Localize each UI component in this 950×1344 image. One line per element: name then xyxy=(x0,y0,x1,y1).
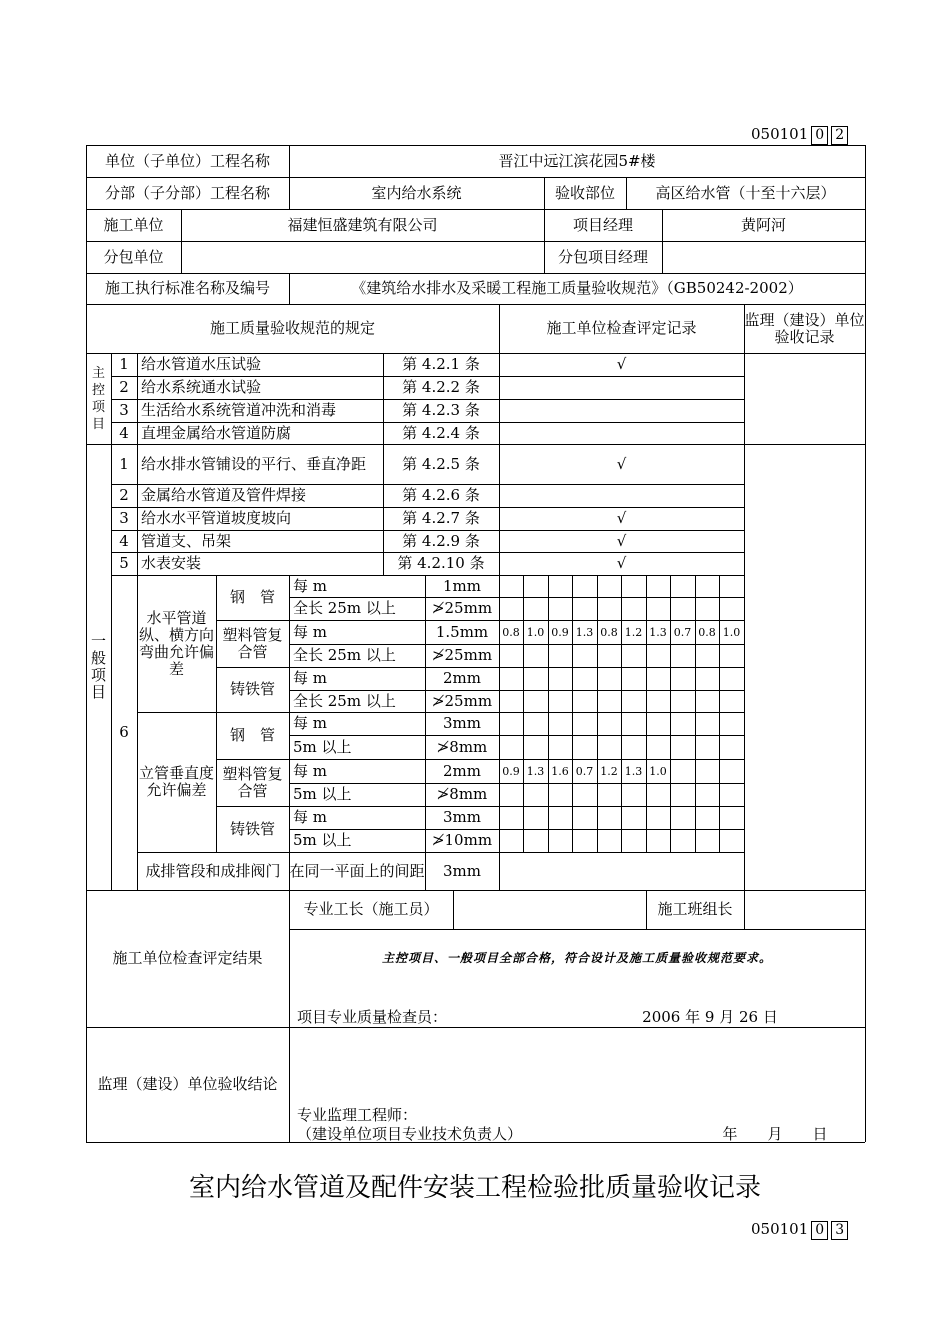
deviation-limit: 3mm xyxy=(443,808,481,826)
general-item-mark: √ xyxy=(616,454,627,473)
pm-value: 黄阿河 xyxy=(740,215,786,234)
inspection-label: 施工单位检查评定结果 xyxy=(112,949,263,967)
deviation-limit: ≯25mm xyxy=(431,691,493,710)
code-box: 0 xyxy=(811,1221,828,1240)
general-item-mark xyxy=(499,484,744,507)
pm-label: 项目经理 xyxy=(572,215,633,234)
deviation-condition: 全长 25m 以上 xyxy=(293,646,396,664)
general-item-clause: 第 4.2.6 条 xyxy=(402,486,480,504)
team-leader-label: 施工班组长 xyxy=(657,900,733,918)
deviation-condition: 5m 以上 xyxy=(293,785,352,803)
general-item-mark: √ xyxy=(616,531,627,550)
general-item-no: 5 xyxy=(119,554,129,572)
deviation-limit: 2mm xyxy=(443,761,481,780)
deviation-condition: 全长 25m 以上 xyxy=(293,599,396,617)
measured-value: 1.2 xyxy=(600,764,618,778)
acceptance-part-label: 验收部位 xyxy=(554,183,615,202)
deviation-condition: 5m 以上 xyxy=(293,831,352,849)
vertical-deviation-label: 立管垂直度允许偏差 xyxy=(138,764,214,799)
main-item-clause: 第 4.2.3 条 xyxy=(402,401,480,419)
main-item-no: 2 xyxy=(119,378,129,396)
measured-value: 1.0 xyxy=(649,764,667,778)
inspection-conclusion: 主控项目、一般项目全部合格，符合设计及施工质量验收规范要求。 xyxy=(381,950,772,965)
measured-value: 1.3 xyxy=(526,764,545,778)
form-code-top: 050101 0 2 xyxy=(751,124,848,145)
deviation-condition: 每 m xyxy=(293,576,327,595)
general-item-clause: 第 4.2.5 条 xyxy=(402,454,480,473)
measured-value: 1.0 xyxy=(722,625,741,639)
main-item-name: 给水系统通水试验 xyxy=(141,378,262,396)
main-item-mark: √ xyxy=(616,355,627,373)
main-item-no: 4 xyxy=(119,423,129,442)
general-item-no: 4 xyxy=(119,531,129,550)
deviation-condition: 每 m xyxy=(293,761,327,780)
unit-project-label: 单位（子单位）工程名称 xyxy=(104,151,270,170)
main-item-clause: 第 4.2.2 条 xyxy=(402,378,480,396)
horizontal-deviation-label: 水平管道纵、横方向弯曲允许偏差 xyxy=(138,608,214,678)
general-item-clause: 第 4.2.7 条 xyxy=(402,509,480,527)
deviation-condition: 每 m xyxy=(293,714,327,732)
standard-label: 施工执行标准名称及编号 xyxy=(104,279,270,297)
row-pipe-limit: 3mm xyxy=(443,861,481,880)
cast-iron-pipe-label: 铸铁管 xyxy=(229,819,275,838)
form-code-bottom: 050101 0 3 xyxy=(751,1219,848,1240)
deviation-condition: 每 m xyxy=(293,669,327,687)
supervision-engineer-label: 专业监理工程师： xyxy=(297,1105,418,1124)
measured-value: 0.9 xyxy=(551,625,569,639)
main-item-no: 3 xyxy=(119,401,129,419)
main-item-mark xyxy=(499,399,744,422)
code-box: 0 xyxy=(811,126,828,145)
foreman-value xyxy=(453,890,646,929)
deviation-limit: ≯25mm xyxy=(431,599,493,617)
general-item-name: 水表安装 xyxy=(141,554,202,572)
subcontractor-value xyxy=(181,241,544,273)
deviation-limit: 3mm xyxy=(443,714,481,732)
sub-pm-value xyxy=(662,241,865,273)
steel-pipe-label: 钢 管 xyxy=(229,588,275,606)
cast-iron-pipe-label: 铸铁管 xyxy=(229,680,275,698)
row-pipe-condition: 在同一平面上的间距 xyxy=(289,861,425,880)
main-item-no: 1 xyxy=(119,355,129,373)
general-items-label: 一般项目 xyxy=(90,632,106,701)
foreman-label: 专业工长（施工员） xyxy=(303,900,439,918)
acceptance-part-value: 高区给水管（十至十六层） xyxy=(655,183,836,202)
measured-value: 1.3 xyxy=(649,625,667,639)
deviation-limit: 1mm xyxy=(443,576,481,595)
general-item-no: 6 xyxy=(119,723,129,741)
supervision-label: 监理（建设）单位验收结论 xyxy=(97,1075,278,1093)
general-item-name: 给水排水管铺设的平行、垂直净距 xyxy=(141,454,367,473)
contractor-label: 施工单位 xyxy=(103,215,164,234)
deviation-limit: ≯10mm xyxy=(431,831,493,849)
team-leader-value xyxy=(744,890,865,929)
measured-value: 0.9 xyxy=(502,764,520,778)
general-item-mark: √ xyxy=(616,554,627,572)
sub-pm-label: 分包项目经理 xyxy=(557,247,648,266)
deviation-condition: 全长 25m 以上 xyxy=(293,691,396,710)
measured-value: 1.2 xyxy=(624,625,643,639)
measured-value: 0.8 xyxy=(698,625,716,639)
deviation-limit: 2mm xyxy=(443,669,481,687)
column-supervision: 监理（建设）单位验收记录 xyxy=(744,310,865,346)
general-item-clause: 第 4.2.9 条 xyxy=(402,531,480,550)
deviation-limit: ≯8mm xyxy=(436,785,488,803)
subcontractor-label: 分包单位 xyxy=(103,247,164,266)
deviation-condition: 每 m xyxy=(293,622,327,641)
supervision-engineer-sub: （建设单位项目专业技术负责人） xyxy=(297,1125,523,1143)
measured-value: 0.7 xyxy=(673,625,692,639)
measured-value: 0.8 xyxy=(600,625,618,639)
deviation-limit: 1.5mm xyxy=(435,622,489,641)
measured-value: 1.3 xyxy=(575,625,594,639)
general-item-name: 给水水平管道坡度坡向 xyxy=(141,509,292,527)
sub-project-label: 分部（子分部）工程名称 xyxy=(104,183,270,202)
general-item-no: 3 xyxy=(119,509,129,527)
main-item-name: 直埋金属给水管道防腐 xyxy=(141,423,292,442)
standard-value: 《建筑给水排水及采暖工程施工质量验收规范》（GB50242-2002） xyxy=(351,279,803,297)
contractor-value: 福建恒盛建筑有限公司 xyxy=(287,215,438,234)
plastic-pipe-label: 塑料管复合管 xyxy=(222,764,283,800)
unit-project-value: 晋江中远江滨花园5#楼 xyxy=(498,151,656,170)
deviation-limit: ≯8mm xyxy=(436,737,488,756)
main-item-mark xyxy=(499,376,744,399)
general-item-no: 1 xyxy=(119,454,129,473)
measured-value: 1.3 xyxy=(624,764,643,778)
inspector-label: 项目专业质量检查员： xyxy=(297,1008,448,1026)
sub-project-value: 室内给水系统 xyxy=(371,183,462,202)
main-item-clause: 第 4.2.4 条 xyxy=(402,423,480,442)
inspection-date: 2006 年 9 月 26 日 xyxy=(642,1008,778,1026)
main-item-clause: 第 4.2.1 条 xyxy=(402,355,480,373)
code-box: 3 xyxy=(831,1221,848,1240)
main-items-label: 主控项目 xyxy=(91,365,105,432)
deviation-limit: ≯25mm xyxy=(431,646,493,664)
deviation-condition: 5m 以上 xyxy=(293,737,352,756)
general-item-no: 2 xyxy=(119,486,129,504)
measured-value: 0.8 xyxy=(502,625,520,639)
next-form-title: 室内给水管道及配件安装工程检验批质量验收记录 xyxy=(188,1173,761,1203)
main-item-name: 生活给水系统管道冲洗和消毒 xyxy=(141,401,337,419)
steel-pipe-label: 钢 管 xyxy=(229,726,275,744)
main-item-mark xyxy=(499,422,744,444)
column-spec: 施工质量验收规范的规定 xyxy=(209,319,375,337)
general-item-mark: √ xyxy=(616,509,627,527)
deviation-condition: 每 m xyxy=(293,808,327,826)
plastic-pipe-label: 塑料管复合管 xyxy=(222,625,283,661)
general-item-name: 金属给水管道及管件焊接 xyxy=(141,486,307,504)
measured-value: 0.7 xyxy=(575,764,594,778)
main-item-name: 给水管道水压试验 xyxy=(141,355,262,373)
column-check: 施工单位检查评定记录 xyxy=(546,319,697,337)
supervision-date: 年 月 日 xyxy=(722,1125,828,1143)
measured-value: 1.6 xyxy=(551,764,569,778)
code-box: 2 xyxy=(831,126,848,145)
general-item-clause: 第 4.2.10 条 xyxy=(397,554,485,572)
general-item-name: 管道支、吊架 xyxy=(141,531,232,550)
row-pipe-label: 成排管段和成排阀门 xyxy=(145,861,281,880)
measured-value: 1.0 xyxy=(526,625,545,639)
